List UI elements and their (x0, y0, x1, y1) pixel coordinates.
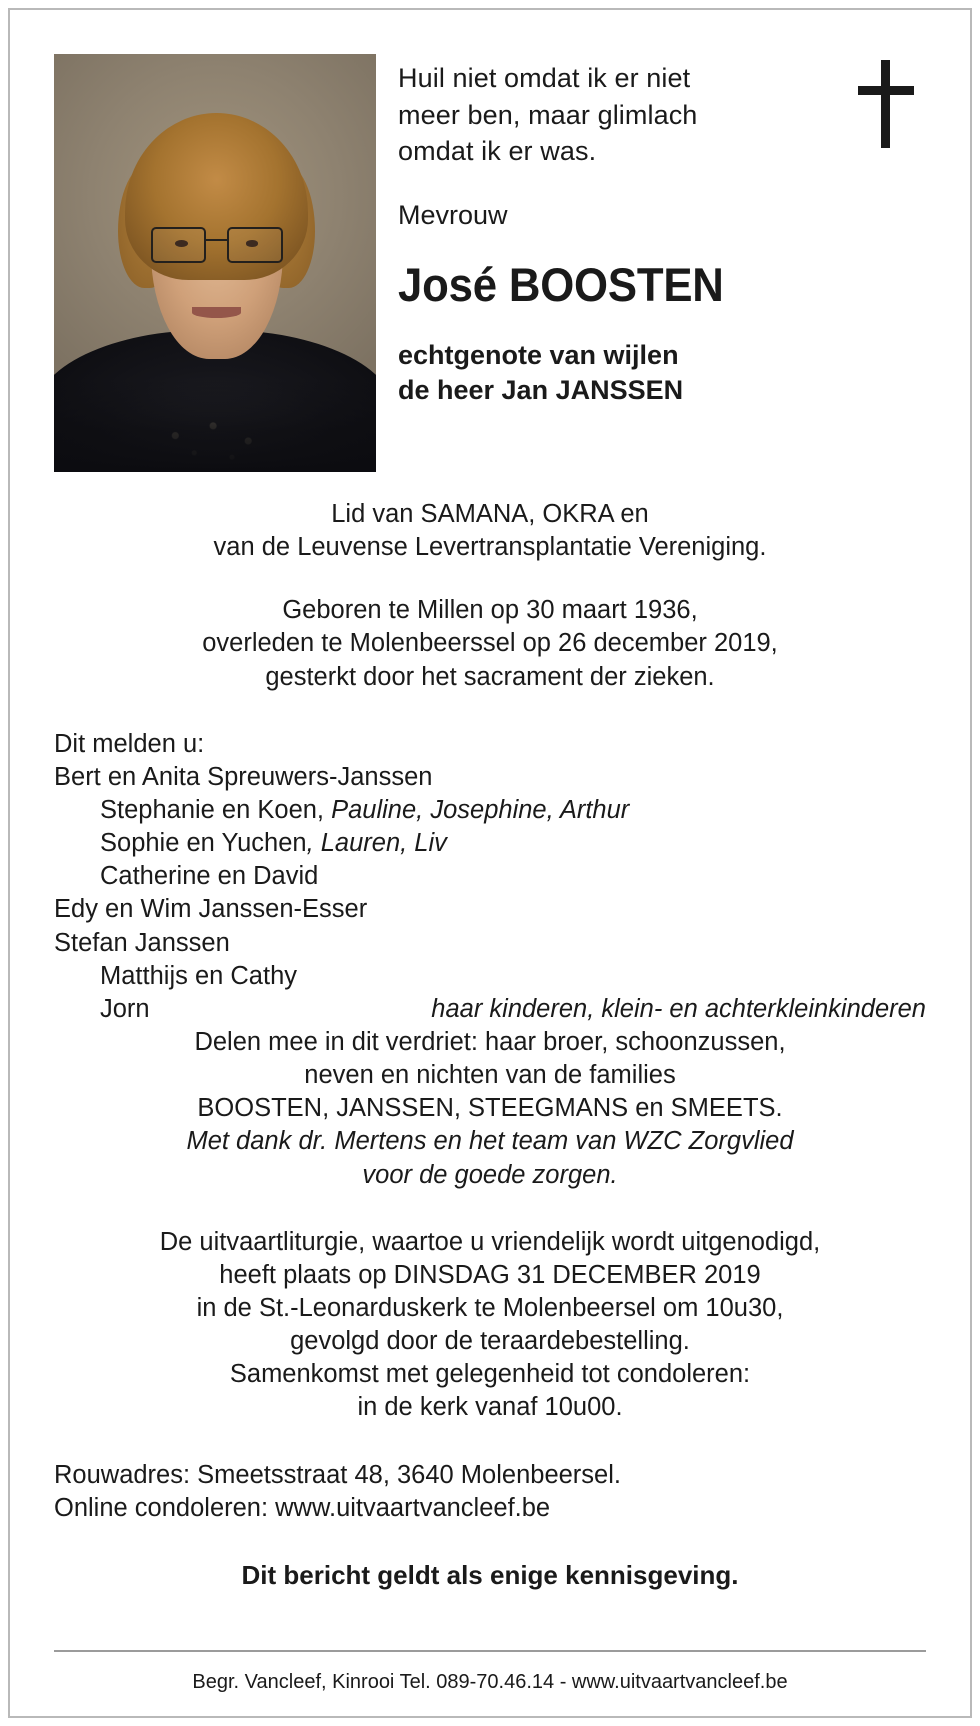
service-line-2: heeft plaats op DINSDAG 31 DECEMBER 2019 (219, 1260, 761, 1289)
memorial-quote: Huil niet omdat ik er niet meer ben, maar glimlach omdat ik er was. (398, 63, 698, 167)
family-line-sophie (54, 827, 926, 860)
portrait-glasses (151, 227, 283, 263)
life-dates-section (54, 594, 926, 693)
membership-line-2: van de Leuvense Levertransplantatie Vereniging. (213, 533, 767, 562)
family-line-sophie-children: , Lauren, Liv (306, 829, 447, 858)
condolence-families (54, 1026, 926, 1192)
family-line-matthijs: Matthijs en Cathy (100, 961, 298, 990)
family-line-stephanie-children: Pauline, Josephine, Arthur (331, 795, 630, 824)
latin-cross-icon (858, 60, 914, 148)
service-line-1: De uitvaartliturgie, waartoe u vriendelijk wordt uitgenodigd, (159, 1227, 821, 1256)
condolence-line-2: neven en nichten van de families (304, 1061, 676, 1090)
death-line: overleden te Molenbeerssel op 26 december 2019, (202, 629, 778, 658)
memberships-section (54, 498, 926, 564)
family-line-jorn (54, 993, 926, 1026)
glasses-bridge (206, 239, 227, 242)
service-section (54, 1226, 926, 1425)
family-line-jorn-name: Jorn (100, 994, 150, 1023)
sacrament-line: gesterkt door het sacrament der zieken. (265, 662, 715, 691)
deceased-name: José BOOSTEN (398, 258, 724, 312)
family-line-stephanie (54, 794, 926, 827)
thanks-line-2: voor de goede zorgen. (362, 1160, 618, 1189)
family-relationship-note: haar kinderen, klein- en achterkleinkinderen (431, 994, 926, 1023)
family-section (54, 728, 926, 1192)
mourning-address: Rouwadres: Smeetsstraat 48, 3640 Molenbeersel. (54, 1460, 621, 1489)
family-line-bert: Bert en Anita Spreuwers-Janssen (54, 762, 433, 791)
portrait-eye-right (246, 240, 259, 247)
family-line-edy: Edy en Wim Janssen-Esser (54, 895, 368, 924)
family-line-catherine: Catherine en David (100, 862, 319, 891)
single-notice-statement: Dit bericht geldt als enige kennisgeving. (241, 1560, 739, 1591)
condolence-line-3: BOOSTEN, JANSSEN, STEEGMANS en SMEETS. (197, 1094, 783, 1123)
salutation: Mevrouw (398, 200, 508, 231)
service-line-6: in de kerk vanaf 10u00. (357, 1393, 623, 1422)
birth-line: Geboren te Millen op 30 maart 1936, (282, 596, 698, 625)
spouse-line-2: de heer Jan JANSSEN (398, 374, 684, 405)
headline-column (376, 54, 926, 407)
service-line-4: gevolgd door de teraardebestelling. (290, 1327, 690, 1356)
footer-divider (54, 1650, 926, 1652)
service-line-3: in de St.-Leonarduskerk te Molenbeersel om 10u30, (196, 1293, 784, 1322)
condolence-line-1: Delen mee in dit verdriet: haar broer, schoonzussen, (194, 1027, 786, 1056)
portrait-mouth (192, 307, 240, 318)
portrait-photo (54, 54, 376, 472)
family-line-stefan: Stefan Janssen (54, 928, 230, 957)
family-line-sophie-names: Sophie en Yuchen (100, 829, 307, 858)
family-line-stephanie-names: Stephanie en Koen, (100, 795, 332, 824)
header-section (54, 54, 926, 472)
spouse-info (398, 338, 926, 407)
membership-line-1: Lid van SAMANA, OKRA en (331, 500, 649, 528)
cross-vertical-bar (881, 60, 890, 148)
online-condolence-link[interactable]: Online condoleren: www.uitvaartvancleef.be (54, 1494, 551, 1523)
spouse-line-1: echtgenote van wijlen (398, 340, 679, 371)
portrait-eye-left (175, 240, 188, 247)
undertaker-footer: Begr. Vancleef, Kinrooi Tel. 089-70.46.14 - www.uitvaartvancleef.be (192, 1671, 788, 1693)
portrait-column (54, 54, 376, 472)
portrait-shadow (54, 380, 376, 472)
address-section (54, 1459, 926, 1527)
cross-horizontal-bar (858, 86, 914, 95)
service-line-5: Samenkomst met gelegenheid tot condoleren: (229, 1360, 751, 1389)
card-content (16, 16, 964, 1710)
family-intro: Dit melden u: (54, 729, 205, 758)
thanks-line-1: Met dank dr. Mertens en het team van WZC Zorgvlied (186, 1127, 794, 1156)
